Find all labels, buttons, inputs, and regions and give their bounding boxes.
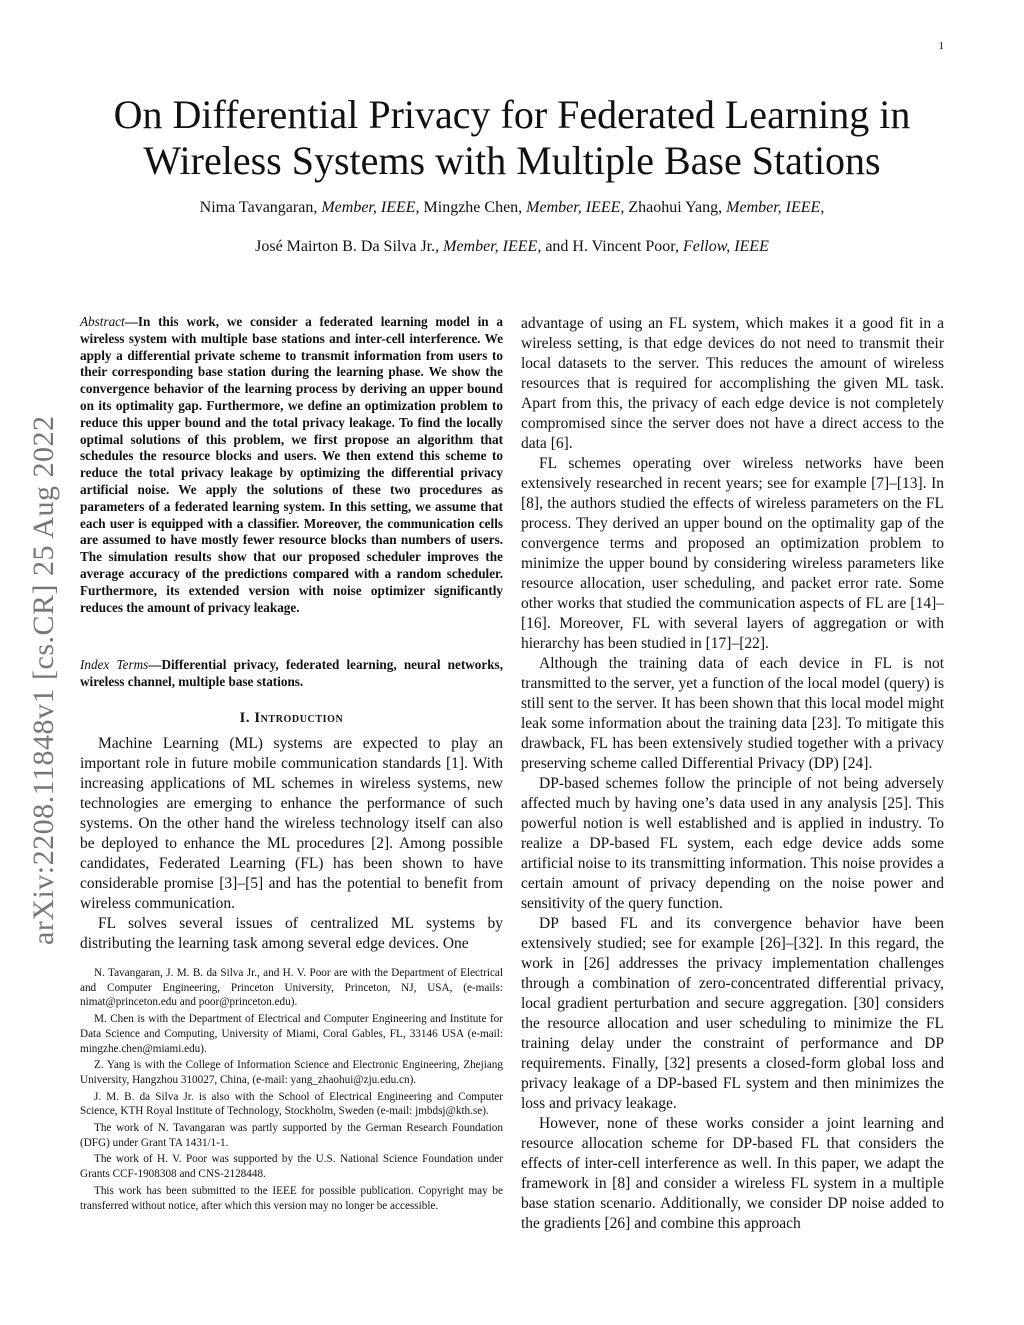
right-column-body xyxy=(521,314,944,1234)
abstract-label: Abstract xyxy=(80,314,125,329)
author-name: and H. Vincent Poor, xyxy=(545,238,679,255)
index-terms-label: Index Terms xyxy=(80,657,149,672)
paragraph: Although the training data of each device in FL is not transmitted to the server, yet a function of the local model (query) is still sent to the server. It has been shown that this local model might leak some information about the training data [23]. To mitigate this drawback, FL has been extensively studied together with a privacy preserving scheme called Differential Privacy (DP) [24]. xyxy=(521,655,944,772)
footnote: N. Tavangaran, J. M. B. da Silva Jr., and H. V. Poor are with the Department of Electrical and Computer Engineering, Princeton University, Princeton, NJ, USA, (e-mails: nimat@princeton.edu and poor@princeton.edu). xyxy=(80,967,503,1009)
author-list-line-1 xyxy=(60,198,964,218)
footnote: This work has been submitted to the IEEE for possible publication. Copyright may be transferred without notice, after which this version may no longer be accessible. xyxy=(80,1184,503,1212)
author-name: Mingzhe Chen, xyxy=(423,199,523,216)
author-role: Member, IEEE, xyxy=(443,238,542,255)
footnotes xyxy=(80,966,503,1215)
footnote: M. Chen is with the Department of Electrical and Computer Engineering and Institute for Data Science and Computing, University of Miami, Coral Gables, FL, 33146 USA (e-mail: mingzhe.chen@miami.edu). xyxy=(80,1013,503,1055)
arxiv-identifier: arXiv:2208.11848v1 [cs.CR] 25 Aug 2022 xyxy=(27,415,60,945)
paragraph: advantage of using an FL system, which makes it a good fit in a wireless setting, is that edge devices do not need to transmit their local datasets to the server. This reduces the amount of wireless resources that is required for accomplishing the given ML task. Apart from this, the privacy of each edge device is not completely compromised since the server does not have a direct access to the data [6]. xyxy=(521,315,944,452)
author-role: Member, IEEE, xyxy=(526,199,625,216)
author-name: Zhaohui Yang, xyxy=(628,199,723,216)
abstract-text: —In this work, we consider a federated learning model in a wireless system with multiple base stations and inter-cell interference. We apply a differential private scheme to transmit information from users to their corresponding base station during the learning phase. We show the convergence behavior of the learning process by deriving an upper bound on its optimality gap. Furthermore, we define an optimization problem to reduce this upper bound and the total privacy leakage. To find the locally optimal solutions of this problem, we first propose an algorithm that schedules the resource blocks and users. We then extend this scheme to reduce the total privacy leakage by optimizing the differential privacy artificial noise. We apply the solutions of these two procedures as parameters of a federated learning system. In this setting, we assume that each user is equipped with a classifier. Moreover, the communication cells are assumed to have mostly fewer resource blocks than numbers of users. The simulation results show that our proposed scheduler improves the average accuracy of the predictions compared with a random scheduler. Furthermore, its extended version with noise optimizer significantly reduces the amount of privacy leakage. xyxy=(80,314,503,615)
footnote: J. M. B. da Silva Jr. is also with the School of Electrical Engineering and Computer Science, KTH Royal Institute of Technology, Stockholm, Sweden (e-mail: jmbdsj@kth.se). xyxy=(80,1090,503,1118)
paragraph: However, none of these works consider a joint learning and resource allocation scheme for DP-based FL that considers the effects of inter-cell interference as well. In this paper, we adapt the framework in [8] and consider a wireless FL system in a multiple base station scenario. Additionally, we consider DP noise added to the gradients [26] and combine this approach xyxy=(521,1115,944,1232)
author-role: Fellow, IEEE xyxy=(682,238,769,255)
footnote: Z. Yang is with the College of Information Science and Electronic Engineering, Zhejiang University, Hangzhou 310027, China, (e-mail: yang_zhaohui@zju.edu.cn). xyxy=(80,1059,503,1086)
footnote: The work of H. V. Poor was supported by the U.S. National Science Foundation under Grants CCF-1908308 and CNS-2128448. xyxy=(80,1153,503,1181)
paragraph: FL solves several issues of centralized ML systems by distributing the learning task among several edge devices. One xyxy=(80,915,503,952)
paper-title: On Differential Privacy for Federated Learning in Wireless Systems with Multiple Base Stations xyxy=(113,92,911,183)
paragraph: FL schemes operating over wireless networks have been extensively researched in recent years; see for example [7]–[13]. In [8], the authors studied the effects of wireless parameters on the FL process. They derived an upper bound on the optimality gap of the convergence terms and proposed an optimization problem to minimize the upper bound by considering wireless parameters like resource allocation, user scheduling, and packet error rate. Some other works that studied the communication aspects of FL are [14]–[16]. Moreover, FL with several layers of aggregation or with hierarchy has been studied in [17]–[22]. xyxy=(521,455,944,652)
section-heading-introduction: I. Introduction xyxy=(239,710,344,726)
introduction-body xyxy=(80,734,503,954)
author-name: José Mairton B. Da Silva Jr., xyxy=(255,238,440,255)
index-terms xyxy=(80,657,503,691)
author-list-line-2 xyxy=(60,237,964,257)
author-role: Member, IEEE, xyxy=(321,199,420,216)
page-number: 1 xyxy=(938,40,944,52)
author-role: Member, IEEE, xyxy=(726,199,825,216)
author-name: Nima Tavangaran, xyxy=(199,199,318,216)
abstract xyxy=(80,314,503,616)
paragraph: DP-based schemes follow the principle of not being adversely affected much by having one’s data used in any analysis [25]. This powerful notion is well established and is applied in industry. To realize a DP-based FL system, each edge device adds some artificial noise to its transmitting information. This noise provides a certain amount of privacy depending on the noise power and sensitivity of the query function. xyxy=(521,775,944,912)
index-terms-text: —Differential privacy, federated learning, neural networks, wireless channel, multiple base stations. xyxy=(80,657,503,689)
footnote: The work of N. Tavangaran was partly supported by the German Research Foundation (DFG) under Grant TA 1431/1-1. xyxy=(80,1122,503,1149)
paragraph: DP based FL and its convergence behavior have been extensively studied; see for example [26]–[32]. In this regard, the work in [26] addresses the privacy implementation challenges through a combination of zero-concentrated differential privacy, local gradient perturbation and secure aggregation. [30] considers the resource allocation and user scheduling to minimize the FL training delay under the constraint of performance and DP requirements. Finally, [32] presents a closed-form global loss and privacy leakage of a DP-based FL system and then minimizes the loss and privacy leakage. xyxy=(521,915,944,1112)
paragraph: Machine Learning (ML) systems are expected to play an important role in future mobile communication standards [1]. With increasing applications of ML schemes in wireless systems, new technologies are emerging to enhance the performance of such systems. On the other hand the wireless technology itself can also be deployed to enhance the ML procedures [2]. Among possible candidates, Federated Learning (FL) has been shown to have considerable promise [3]–[5] and has the potential to benefit from wireless communication. xyxy=(80,735,503,912)
